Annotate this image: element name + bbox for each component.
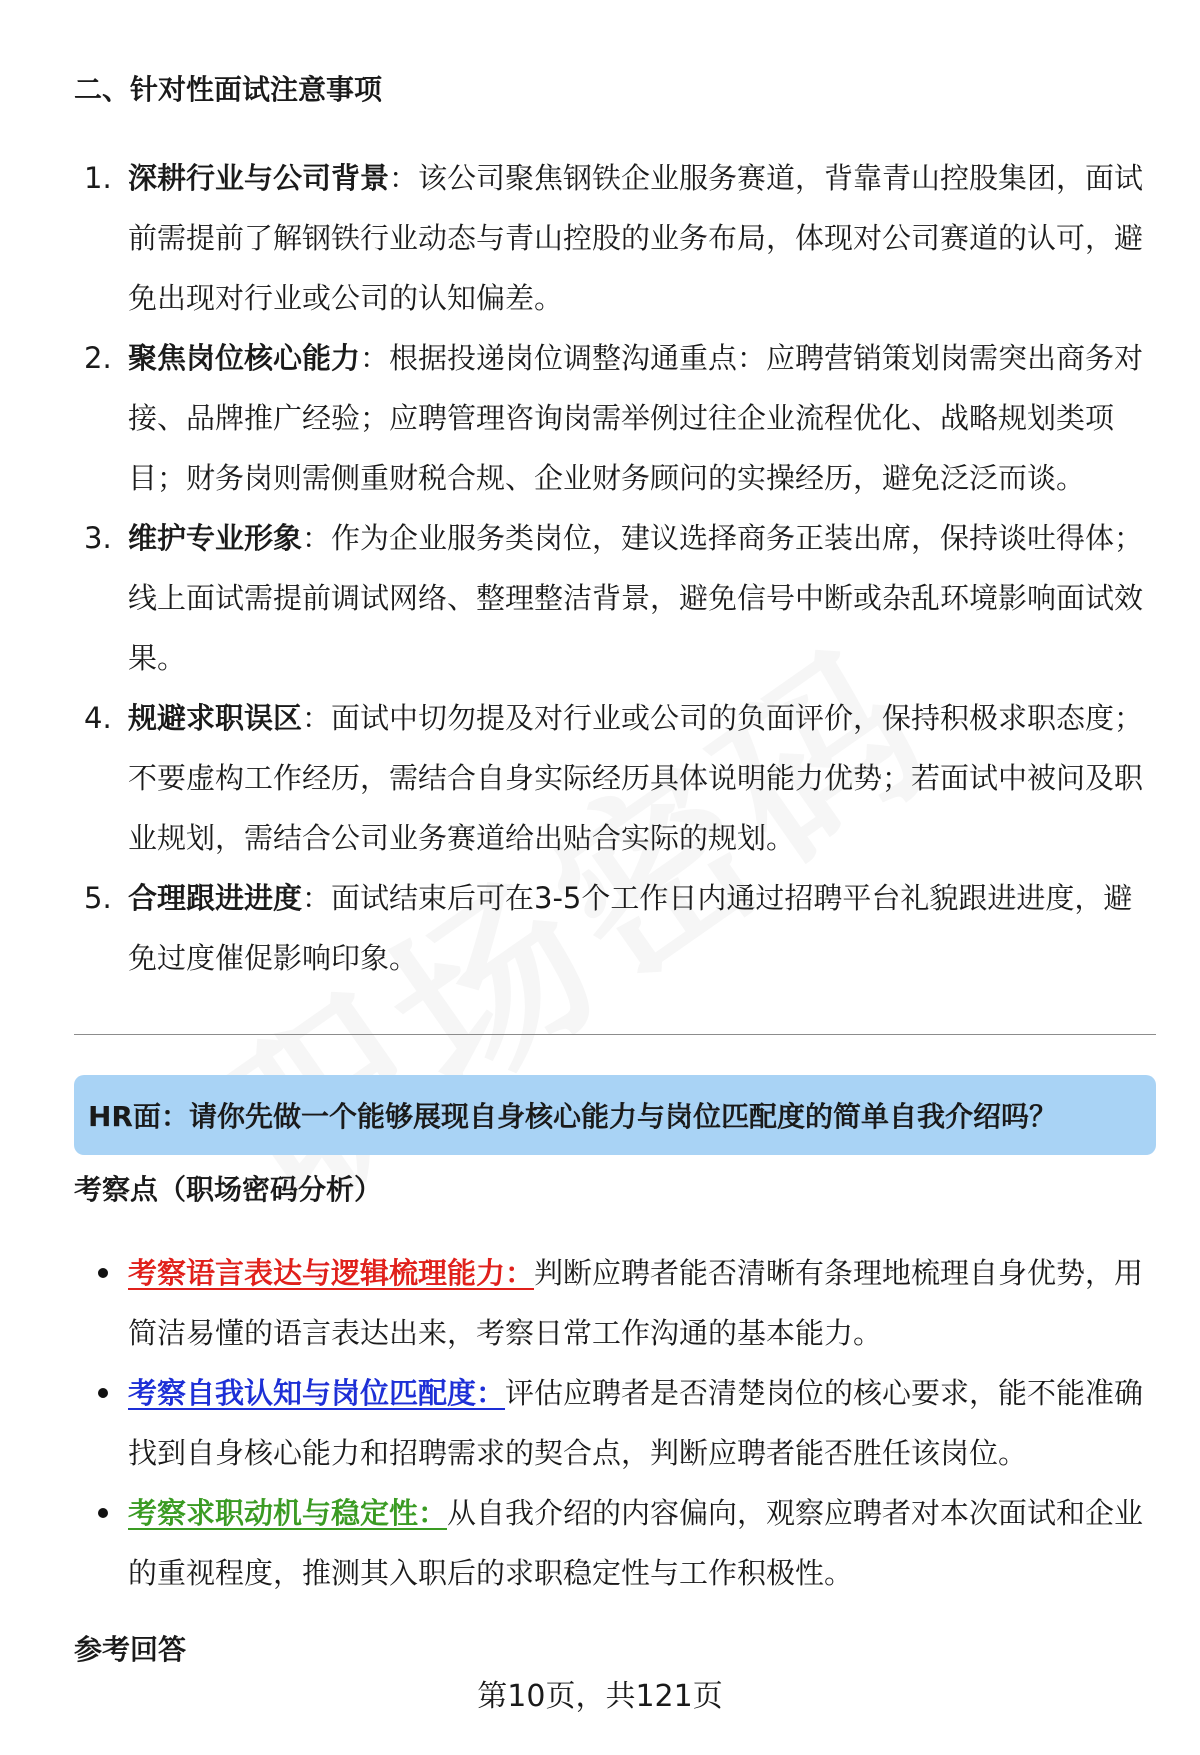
item-key: 维护专业形象 [128,521,303,555]
answer-title: 参考回答 [74,1633,187,1666]
list-item [74,1363,1154,1483]
section-title: 二、针对性面试注意事项 [74,73,383,106]
list-item [74,148,1154,328]
page-number: 第10页，共121页 [477,1679,723,1714]
analysis-key: 考察求职动机与稳定性： [128,1496,448,1530]
question-text: HR面：请你先做一个能够展现自身核心能力与岗位匹配度的简单自我介绍吗？ [88,1100,1057,1133]
analysis-list [74,1243,1154,1603]
bullet-icon [98,1508,108,1518]
item-number: 1. [84,161,112,195]
item-number: 3. [84,521,112,555]
list-item [74,868,1154,988]
item-text: ：面试结束后可在3-5个工作日内通过招聘平台礼貌跟进进度，避免过度催促影响印象。 [128,881,1133,975]
analysis-title: 考察点（职场密码分析） [74,1173,383,1206]
item-number: 4. [84,701,112,735]
item-text: ：该公司聚焦钢铁企业服务赛道，背靠青山控股集团，面试前需提前了解钢铁行业动态与青山控股的业务布局，体现对公司赛道的认可，避免出现对行业或公司的认知偏差。 [128,161,1144,315]
item-key: 合理跟进进度 [128,881,303,915]
list-item [74,508,1154,688]
notes-list [74,148,1154,988]
analysis-text: 从自我介绍的内容偏向，观察应聘者对本次面试和企业的重视程度，推测其入职后的求职稳定性与工作积极性。 [128,1496,1144,1590]
analysis-key: 考察语言表达与逻辑梳理能力： [128,1256,535,1290]
bullet-icon [98,1268,108,1278]
list-item [74,688,1154,868]
analysis-key: 考察自我认知与岗位匹配度： [128,1376,506,1410]
item-key: 深耕行业与公司背景 [128,161,390,195]
question-box [74,1075,1156,1155]
item-key: 规避求职误区 [128,701,303,735]
item-text: ：面试中切勿提及对行业或公司的负面评价，保持积极求职态度；不要虚构工作经历，需结合自身实际经历具体说明能力优势；若面试中被问及职业规划，需结合公司业务赛道给出贴合实际的规划。 [128,701,1144,855]
item-number: 5. [84,881,112,915]
item-text: ：作为企业服务类岗位，建议选择商务正装出席，保持谈吐得体；线上面试需提前调试网络、整理整洁背景，避免信号中断或杂乱环境影响面试效果。 [128,521,1144,675]
item-key: 聚焦岗位核心能力 [128,341,361,375]
bullet-icon [98,1388,108,1398]
list-item [74,1243,1154,1363]
list-item [74,328,1154,508]
analysis-text: 判断应聘者能否清晰有条理地梳理自身优势，用简洁易懂的语言表达出来，考察日常工作沟通的基本能力。 [128,1256,1144,1350]
analysis-text: 评估应聘者是否清楚岗位的核心要求，能不能准确找到自身核心能力和招聘需求的契合点，判断应聘者能否胜任该岗位。 [128,1376,1144,1470]
item-number: 2. [84,341,112,375]
item-text: ：根据投递岗位调整沟通重点：应聘营销策划岗需突出商务对接、品牌推广经验；应聘管理咨询岗需举例过往企业流程优化、战略规划类项目；财务岗则需侧重财税合规、企业财务顾问的实操经历，避免泛泛而谈。 [128,341,1144,495]
list-item [74,1483,1154,1603]
horizontal-divider [74,1034,1156,1035]
